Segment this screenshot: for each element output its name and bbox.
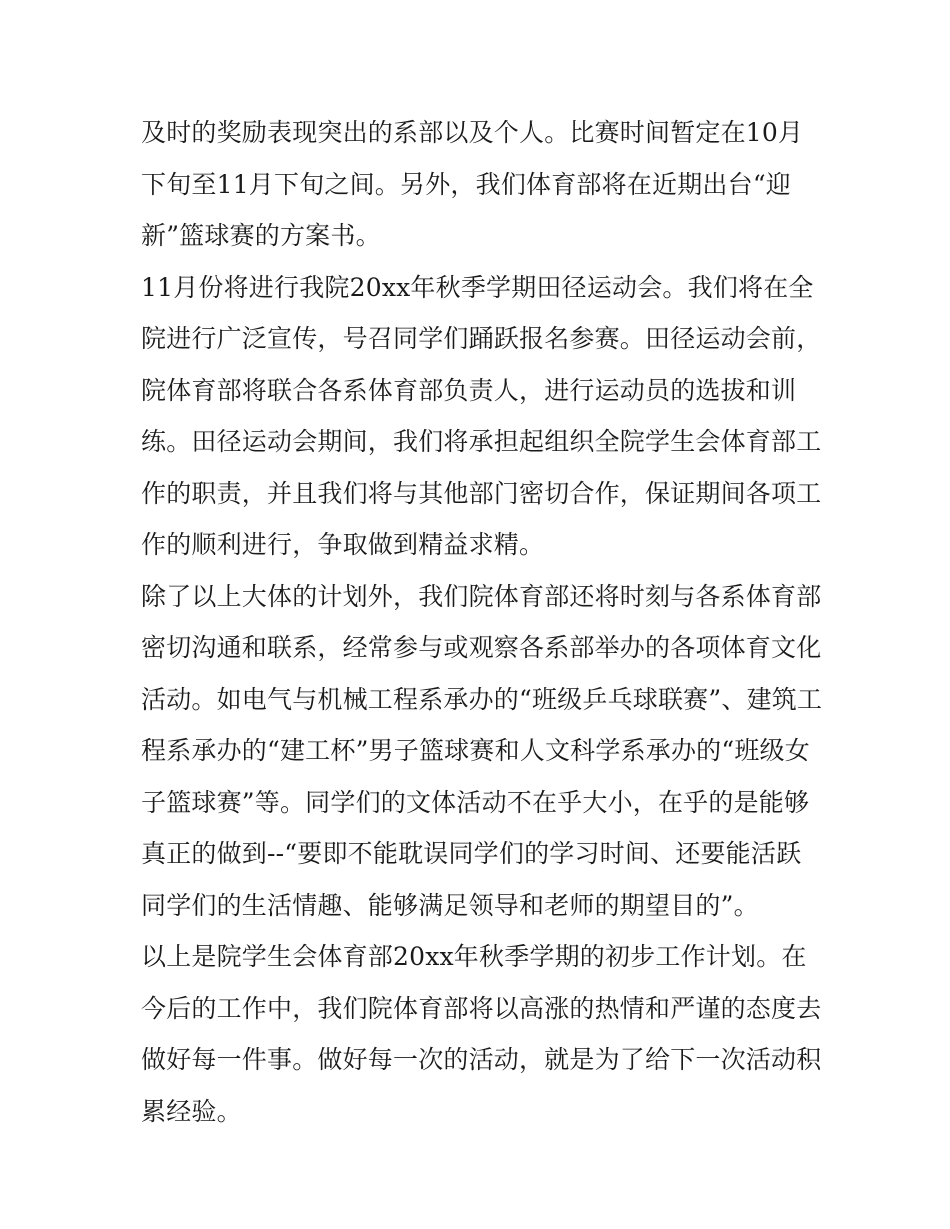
text-line: 今后的工作中，我们院体育部将以高涨的热情和严谨的态度去 — [141, 993, 822, 1023]
text-line: 作的顺利进行，争取做到精益求精。 — [141, 530, 545, 559]
text-line: 同学们的生活情趣、能够满足领导和老师的期望目的”。 — [141, 890, 759, 920]
text-line: 除了以上大体的计划外，我们院体育部还将时刻与各系体育部 — [141, 581, 822, 611]
text-line: 以上是院学生会体育部20xx年秋季学期的初步工作计划。在 — [141, 942, 807, 971]
text-line: 做好每一件事。做好每一次的活动，就是为了给下一次活动积 — [141, 1045, 822, 1074]
text-line: 练。田径运动会期间，我们将承担起组织全院学生会体育部工 — [141, 427, 822, 456]
text-line: 及时的奖励表现突出的系部以及个人。比赛时间暂定在10月 — [141, 118, 804, 147]
text-line: 新”篮球赛的方案书。 — [141, 221, 381, 250]
text-line: 活动。如电气与机械工程系承办的“班级乒乓球联赛”、建筑工 — [141, 684, 823, 714]
text-line: 密切沟通和联系，经常参与或观察各系部举办的各项体育文化 — [141, 633, 822, 662]
text-line: 累经验。 — [141, 1096, 242, 1126]
text-line: 院体育部将联合各系体育部负责人，进行运动员的选拔和训 — [141, 375, 797, 405]
text-line: 程系承办的“建工杯”男子篮球赛和人文科学系承办的“班级女 — [141, 736, 810, 765]
text-line: 子篮球赛”等。同学们的文体活动不在乎大小，在乎的是能够 — [141, 787, 810, 817]
text-line: 作的职责，并且我们将与其他部门密切合作，保证期间各项工 — [141, 478, 822, 508]
text-line: 真正的做到--“要即不能耽误同学们的学习时间、还要能活跃 — [141, 839, 802, 868]
document-body — [141, 107, 823, 1137]
text-line: 下旬至11月下旬之间。另外，我们体育部将在近期出台“迎 — [141, 169, 791, 199]
text-line: 院进行广泛宣传，号召同学们踊跃报名参赛。田径运动会前， — [141, 324, 822, 353]
text-line: 11月份将进行我院20xx年秋季学期田径运动会。我们将在全 — [141, 272, 814, 302]
